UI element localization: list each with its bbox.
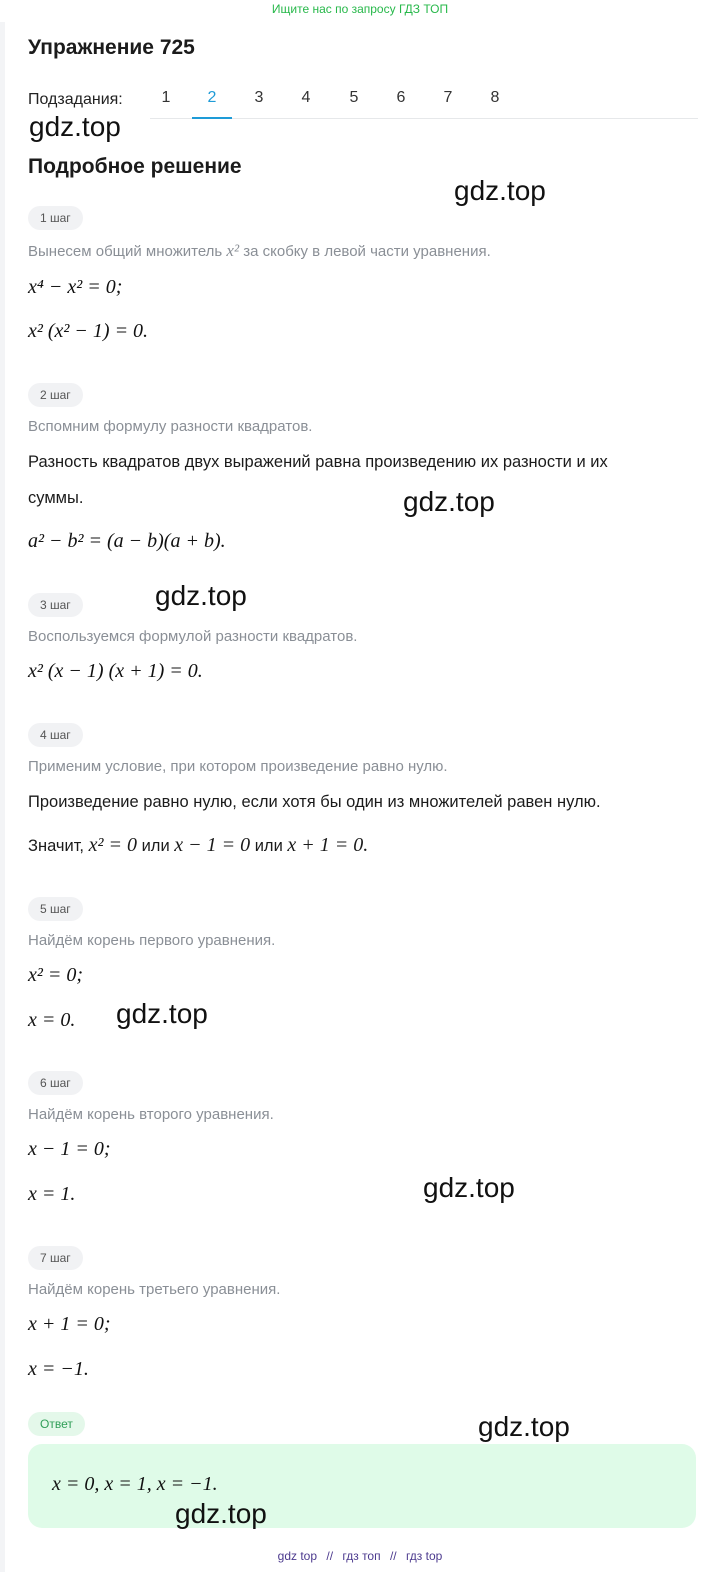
equation: x = 1.: [28, 1183, 76, 1205]
watermark: gdz.top: [423, 1172, 515, 1203]
watermark: gdz.top: [403, 486, 495, 517]
step-chip: 3 шаг: [28, 593, 83, 617]
step-chip: 2 шаг: [28, 383, 83, 407]
footer: [0, 1549, 720, 1563]
equation: x² = 0;: [28, 964, 84, 986]
step-hint: Вынесем общий множитель x² за скобку в левой части уравнения.: [28, 241, 491, 260]
answer-value: x = 0, x = 1, x = −1.: [52, 1473, 218, 1495]
top-banner: Ищите нас по запросу ГДЗ ТОП: [271, 2, 449, 16]
tab-subtask-3[interactable]: 3: [254, 89, 264, 106]
step-text: Разность квадратов двух выражений равна произведению их разности и их: [28, 453, 608, 471]
watermark: gdz.top: [175, 1498, 267, 1529]
equation: x = 0.: [28, 1009, 76, 1031]
equation: x⁴ − x² = 0;: [28, 276, 123, 298]
watermark: gdz.top: [478, 1411, 570, 1442]
equation: x = −1.: [28, 1358, 89, 1380]
step-chip: 1 шаг: [28, 206, 83, 230]
tab-subtask-8[interactable]: 8: [490, 89, 500, 106]
tabs-divider: [150, 118, 698, 119]
step-hint: Применим условие, при котором произведение равно нулю.: [28, 758, 448, 775]
answer-chip: Ответ: [28, 1412, 85, 1436]
tab-subtask-1[interactable]: 1: [161, 89, 171, 106]
step-chip: 4 шаг: [28, 723, 83, 747]
step-hint: Воспользуемся формулой разности квадратов.: [28, 628, 358, 645]
active-tab-indicator: [192, 117, 232, 119]
watermark: gdz.top: [155, 580, 247, 611]
step-hint: Найдём корень первого уравнения.: [28, 932, 276, 949]
footer-link[interactable]: гдз топ: [342, 1549, 381, 1563]
step-chip: 5 шаг: [28, 897, 83, 921]
inline-math: x²: [226, 241, 240, 260]
equation: a² − b² = (a − b)(a + b).: [28, 530, 226, 552]
watermark: gdz.top: [29, 111, 121, 142]
step-text: суммы.: [28, 489, 84, 507]
tab-subtask-5[interactable]: 5: [349, 89, 359, 106]
footer-separator: //: [326, 1549, 334, 1563]
tab-subtask-4[interactable]: 4: [301, 89, 311, 106]
step-chip: 7 шаг: [28, 1246, 83, 1270]
equation: x − 1 = 0;: [28, 1138, 111, 1160]
watermark: gdz.top: [454, 175, 546, 206]
section-title: Подробное решение: [28, 155, 242, 178]
step-hint: Вспомним формулу разности квадратов.: [28, 418, 313, 435]
equation: x² (x² − 1) = 0.: [28, 320, 149, 342]
tab-subtask-7[interactable]: 7: [443, 89, 453, 106]
step-conclusion: Значит, x² = 0 или x − 1 = 0 или x + 1 = 0.: [28, 834, 369, 856]
watermark: gdz.top: [116, 998, 208, 1029]
step-text: Произведение равно нулю, если хотя бы один из множителей равен нулю.: [28, 793, 601, 811]
equation: x² (x − 1) (x + 1) = 0.: [28, 660, 203, 682]
subtasks-label: Подзадания:: [28, 91, 123, 108]
left-edge-divider: [0, 22, 5, 1572]
tab-subtask-6[interactable]: 6: [396, 89, 406, 106]
footer-link[interactable]: гдз top: [405, 1549, 443, 1563]
footer-link[interactable]: gdz top: [277, 1549, 318, 1563]
equation: x + 1 = 0;: [28, 1313, 111, 1335]
step-hint: Найдём корень второго уравнения.: [28, 1106, 274, 1123]
step-chip: 6 шаг: [28, 1071, 83, 1095]
footer-separator: //: [389, 1549, 397, 1563]
page-title: Упражнение 725: [28, 36, 195, 59]
tab-subtask-2[interactable]: 2: [207, 89, 217, 106]
step-hint: Найдём корень третьего уравнения.: [28, 1281, 281, 1298]
